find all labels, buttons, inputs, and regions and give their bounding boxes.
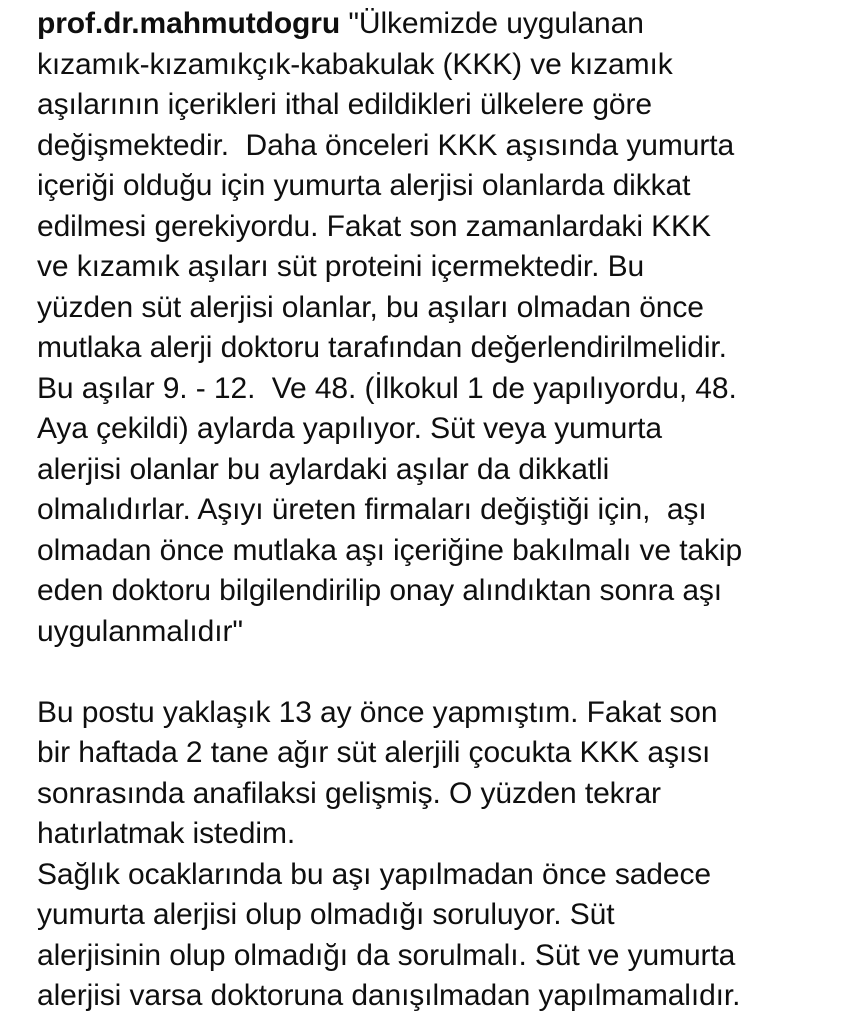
caption-line: aşılarının içerikleri ithal edildikleri ülkelere göre (37, 88, 652, 121)
caption-line (37, 4, 826, 45)
caption-paragraph-update (37, 693, 826, 855)
caption-line: uygulanmalıdır" (37, 614, 243, 648)
caption-line: içeriği olduğu için yumurta alerjisi olanlarda dikkat (37, 169, 691, 202)
author-username-link[interactable]: prof.dr.mahmutdogru (37, 7, 341, 40)
caption-paragraph-quote (37, 4, 826, 652)
caption-line: kızamık-kızamıkçık-kabakulak (KKK) ve kızamık (37, 47, 673, 81)
paragraph-spacer (37, 652, 826, 693)
caption-line: alerjisi olanlar bu aylardaki aşılar da dikkatli (37, 452, 610, 486)
caption-line: alerjisinin olup olmadığı da sorulmalı. Süt ve yumurta (37, 938, 736, 972)
caption-line: olmalıdırlar. Aşıyı üreten firmaları değiştiği için, aşı (37, 493, 707, 526)
caption-paragraph-advice (37, 855, 826, 1017)
caption-line: bir haftada 2 tane ağır süt alerjili çocukta KKK aşısı (37, 736, 711, 769)
caption-line: eden doktoru bilgilendirilip onay alındıktan sonra aşı (37, 574, 723, 607)
caption-line: Bu postu yaklaşık 13 ay önce yapmıştım. Fakat son (37, 695, 718, 729)
caption-line: mutlaka alerji doktoru tarafından değerlendirilmelidir. (37, 331, 727, 364)
caption-line: hatırlatmak istedim. (37, 817, 296, 850)
caption-text: "Ülkemizde uygulanan (340, 7, 644, 40)
caption-line: değişmektedir. Daha önceleri KKK aşısında yumurta (37, 128, 735, 162)
caption-line: yumurta alerjisi olup olmadığı soruluyor. Süt (37, 898, 615, 931)
caption-line: olmadan önce mutlaka aşı içeriğine bakılmalı ve takip (37, 533, 743, 567)
caption-line: alerjisi varsa doktoruna danışılmadan yapılmamalıdır. (37, 979, 741, 1012)
caption-line: yüzden süt alerjisi olanlar, bu aşıları olmadan önce (37, 290, 704, 324)
caption-line: edilmesi gerekiyordu. Fakat son zamanlardaki KKK (37, 209, 711, 243)
caption-line: ve kızamık aşıları süt proteini içermektedir. Bu (37, 250, 645, 283)
caption-line: Bu aşılar 9. - 12. Ve 48. (İlkokul 1 de yapılıyordu, 48. (37, 371, 737, 405)
caption-line: Sağlık ocaklarında bu aşı yapılmadan önce sadece (37, 857, 711, 891)
caption-line: Aya çekildi) aylarda yapılıyor. Süt veya yumurta (37, 412, 662, 445)
caption-line: sonrasında anafilaksi gelişmiş. O yüzden tekrar (37, 776, 661, 810)
